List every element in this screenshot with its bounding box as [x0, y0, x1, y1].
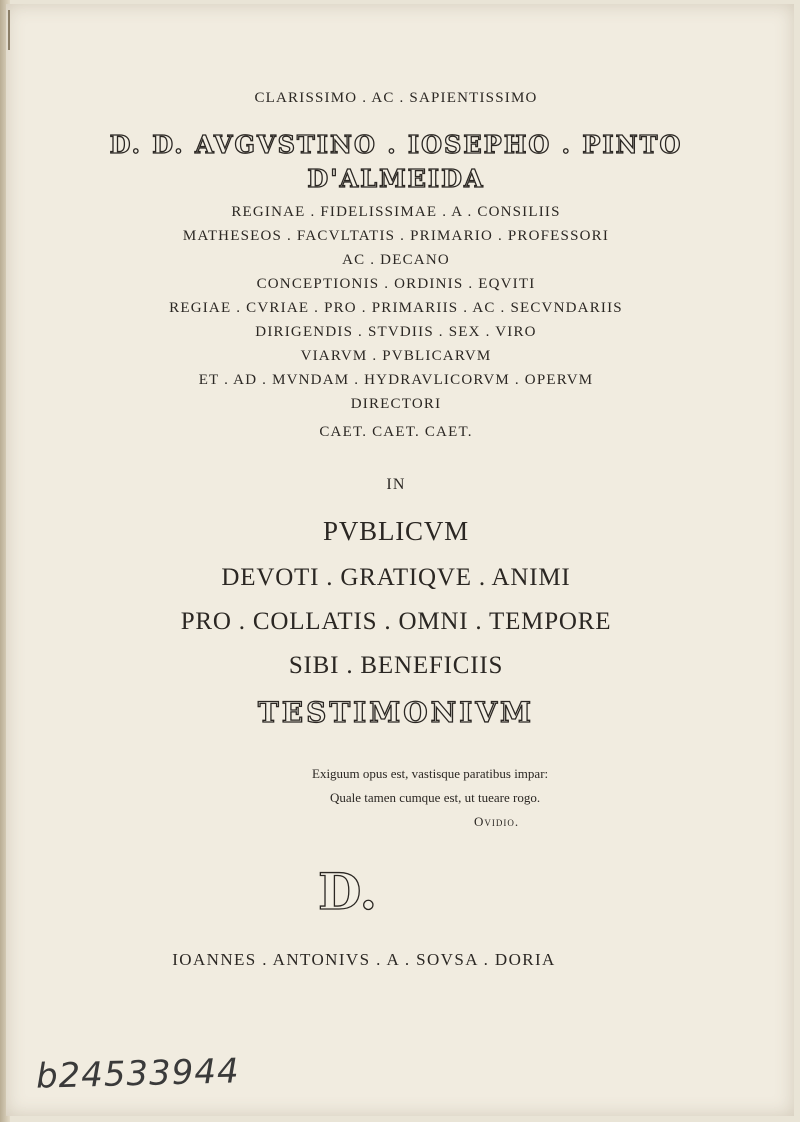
title-line: VIARVM . PVBLICARVM	[300, 348, 492, 364]
page-fold-mark	[8, 10, 22, 50]
document-page	[6, 4, 794, 1116]
body-line: PRO . COLLATIS . OMNI . TEMPORE	[180, 608, 612, 635]
dedication-line: CLARISSIMO . AC . SAPIENTISSIMO	[254, 90, 538, 106]
title-line: DIRIGENDIS . STVDIIS . SEX . VIRO	[255, 324, 537, 340]
title-line: DIRECTORI	[350, 396, 442, 412]
epigraph-attribution: Ovidio.	[474, 814, 520, 829]
title-line: CONCEPTIONIS . ORDINIS . EQVITI	[256, 276, 536, 292]
title-line: REGIAE . CVRIAE . PRO . PRIMARIIS . AC . SECVNDARIIS	[169, 300, 623, 316]
body-line: DEVOTI . GRATIQVE . ANIMI	[221, 564, 571, 591]
ornamental-initial: D.	[318, 862, 377, 921]
testimonium-heading: TESTIMONIVM	[257, 696, 535, 729]
epigraph-line: Exiguum opus est, vastisque paratibus impar:	[312, 766, 549, 781]
body-line: SIBI . BENEFICIIS	[288, 652, 504, 679]
title-line: CAET. CAET. CAET.	[319, 424, 473, 440]
handwritten-shelfmark: b24533944	[35, 1051, 241, 1097]
title-line: REGINAE . FIDELISSIMAE . A . CONSILIIS	[231, 204, 561, 220]
dedicatee-name: D. D. AVGVSTINO . IOSEPHO . PINTO	[109, 130, 683, 159]
body-line: PVBLICVM	[323, 516, 469, 546]
title-line: MATHESEOS . FACVLTATIS . PRIMARIO . PROFESSORI	[182, 228, 610, 244]
dedicatee-surname: D'ALMEIDA	[307, 164, 485, 193]
epigraph-line: Quale tamen cumque est, ut tueare rogo.	[330, 790, 541, 805]
author-line: IOANNES . ANTONIVS . A . SOVSA . DORIA	[172, 950, 556, 969]
title-line: ET . AD . MVNDAM . HYDRAVLICORVM . OPERVM	[198, 372, 594, 388]
title-line: AC . DECANO	[342, 252, 450, 268]
in-word: IN	[386, 476, 406, 493]
